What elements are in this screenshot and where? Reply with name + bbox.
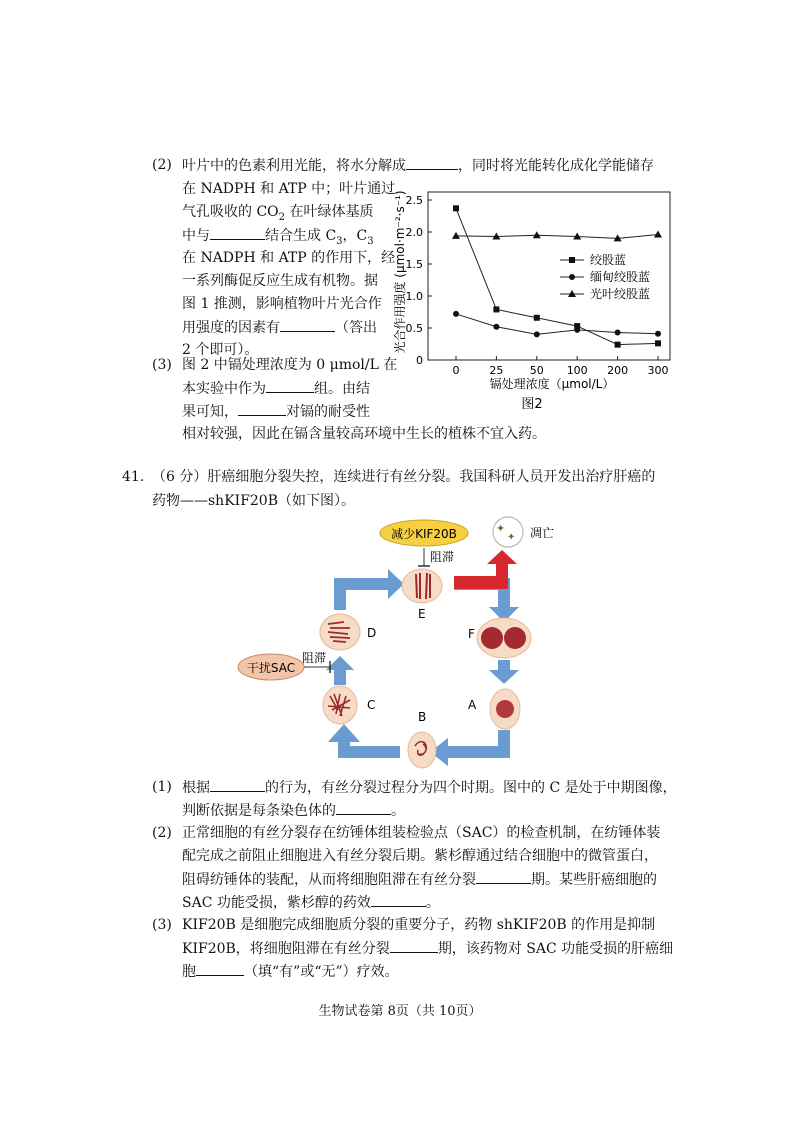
cell-a	[490, 689, 520, 729]
subscript: 3	[367, 235, 374, 247]
chart-caption: 图2	[521, 397, 543, 412]
arrow-a-to-b	[430, 730, 510, 766]
q2-line7: 图 1 推测，影响植物叶片光合作	[182, 296, 382, 312]
chart-legend-label: 缅甸绞股蓝	[590, 270, 651, 284]
chart-y-tick-label: 1.0	[405, 290, 423, 303]
chart-legend-label: 光叶绞股蓝	[590, 287, 651, 301]
answer-blank[interactable]	[280, 319, 335, 332]
q41-2-text: SAC 功能受损，紫杉醇的药效	[182, 895, 371, 911]
chart-x-tick-label: 200	[607, 364, 629, 377]
cell-d-label: D	[367, 626, 377, 640]
q41-line2: 药物——shKIF20B（如下图）。	[152, 493, 356, 509]
chart-data-point	[453, 205, 459, 211]
chart-series-line	[456, 314, 658, 334]
chart-x-tick-label: 300	[647, 364, 669, 377]
q41-2-text: 。	[425, 895, 440, 911]
q41-3-text: （填“有”或“无”）疗效。	[244, 964, 399, 980]
chart-y-tick-label: 2.5	[405, 194, 423, 207]
q2-line4	[182, 227, 374, 250]
q3-line2	[182, 380, 370, 397]
chart-data-point	[655, 331, 661, 337]
q2-text: 结合生成 C	[265, 228, 337, 244]
chart-data-point	[615, 342, 621, 348]
q3-text: 组。由结	[314, 381, 370, 397]
q41-1-text: 判断依据是每条染色体的	[182, 803, 336, 819]
reduce-kif20b-label: 减少KIF20B	[391, 527, 457, 541]
subscript: 2	[278, 211, 286, 223]
chart-y-axis-label: 光合作用强度 (μmol·m⁻²·s⁻¹)	[393, 190, 407, 354]
answer-blank[interactable]	[266, 380, 314, 393]
cell-c-label: C	[367, 698, 376, 712]
chart-x-axis-label: 镉处理浓度（μmol/L）	[489, 377, 615, 391]
page-footer: 生物试卷第 8页（共 10页）	[318, 1004, 482, 1019]
q41-1-line2	[182, 802, 405, 819]
apoptotic-fragment-icon: ✦	[496, 522, 506, 535]
q41-2-text: 期。某些肝癌细胞的	[531, 872, 657, 888]
figure2-chart	[392, 180, 682, 420]
answer-blank[interactable]	[210, 227, 265, 240]
block-label-2: 阻滞	[302, 651, 327, 665]
apoptotic-fragment-icon: ✦	[507, 532, 516, 543]
chart-data-point	[453, 311, 459, 317]
block-label-1: 阻滞	[430, 550, 455, 564]
q41-1-text: 的行为，有丝分裂过程分为四个时期。图中的 C 是处于中期图像，	[265, 780, 677, 796]
q41-1-line1	[182, 779, 677, 796]
chart-data-point	[574, 327, 580, 333]
chart-data-point	[534, 331, 540, 337]
q2-text: 叶片中的色素利用光能，将水分解成	[182, 158, 406, 174]
q41-2-number: (2)	[152, 825, 172, 841]
chart-data-point	[493, 306, 499, 312]
answer-blank[interactable]	[406, 157, 458, 170]
q41-3-line3	[182, 963, 399, 980]
answer-blank[interactable]	[336, 802, 391, 815]
q3-text: 本实验中作为	[182, 381, 266, 397]
q41-1-text: 根据	[182, 780, 210, 796]
chart-data-point	[615, 329, 621, 335]
chart-y-tick-label: 2.0	[405, 226, 423, 239]
q41-3-text: 期，该药物对 SAC 功能受损的肝癌细	[437, 941, 674, 957]
q2-line8	[182, 319, 377, 336]
interfere-sac-label: 干扰SAC	[246, 661, 296, 675]
cell-f-label: F	[468, 627, 475, 641]
q2-text: 气孔吸收的 CO	[182, 204, 279, 220]
q41-2-line1: 正常细胞的有丝分裂存在纺锤体组装检验点（SAC）的检查机制，在纺锤体装	[182, 825, 661, 841]
q2-line9: 2 个即可）。	[182, 342, 259, 358]
q41-line1: （6 分）肝癌细胞分裂失控，连续进行有丝分裂。我国科研人员开发出治疗肝癌的	[152, 469, 656, 485]
chart-y-tick-label: 0.5	[405, 322, 423, 335]
q2-line5: 在 NADPH 和 ATP 的作用下，经	[182, 250, 396, 266]
q2-line1	[182, 157, 654, 174]
q3-text: 对镉的耐受性	[286, 404, 370, 420]
q3-line3	[182, 403, 370, 420]
chart-legend-marker	[569, 274, 575, 280]
answer-blank[interactable]	[371, 894, 426, 907]
answer-blank[interactable]	[210, 779, 265, 792]
q41-1-number: (1)	[152, 779, 172, 795]
q2-line2: 在 NADPH 和 ATP 中；叶片通过	[182, 181, 396, 197]
cell-a-label: A	[468, 698, 477, 712]
arrow-b-to-c	[328, 724, 400, 758]
answer-blank[interactable]	[390, 940, 438, 953]
chart-y-tick-label: 0	[416, 354, 423, 367]
subscript: 3	[336, 235, 343, 247]
cell-e-label: E	[418, 607, 426, 621]
chart-x-tick-label: 100	[566, 364, 588, 377]
chart-data-point	[452, 232, 460, 239]
q41-2-line3	[182, 871, 657, 888]
answer-blank[interactable]	[238, 403, 286, 416]
cell-b	[408, 732, 436, 768]
q2-text: 用强度的因素有	[182, 320, 280, 336]
q2-line6: 一系列酶促反应生成有机物。据	[182, 273, 378, 289]
chart-legend-marker	[569, 257, 575, 263]
answer-blank[interactable]	[196, 963, 244, 976]
q41-3-text: 胞	[182, 964, 196, 980]
arrow-e-to-apoptosis	[454, 550, 517, 589]
chart-data-point	[533, 231, 541, 238]
chart-data-point	[534, 315, 540, 321]
q3-number: (3)	[152, 357, 172, 373]
q3-line1: 图 2 中镉处理浓度为 0 μmol/L 在	[182, 357, 398, 373]
q41-number: 41.	[122, 469, 145, 485]
q41-2-line2: 配完成之前阻止细胞进入有丝分裂后期。紫杉醇通过结合细胞中的微管蛋白，	[182, 848, 658, 864]
chart-x-tick-label: 0	[452, 364, 460, 377]
q3-text: 果可知，	[182, 404, 238, 420]
q41-2-line4	[182, 894, 440, 911]
cell-e	[402, 569, 442, 603]
q41-3-line1: KIF20B 是细胞完成细胞质分裂的重要分子，药物 shKIF20B 的作用是抑制	[182, 917, 656, 933]
q2-text: ，C	[342, 228, 368, 244]
q41-3-line2	[182, 940, 673, 957]
chart-data-point	[493, 324, 499, 330]
q3-line4: 相对较强，因此在镉含量较高环境中生长的植株不宜入药。	[182, 426, 546, 442]
q41-3-text: KIF20B，将细胞阻滞在有丝分裂	[182, 941, 390, 957]
q2-text: （答出	[335, 320, 377, 336]
chart-data-point	[654, 231, 662, 238]
q2-line3	[182, 204, 373, 226]
chart-y-tick-label: 1.5	[405, 258, 423, 271]
mitosis-diagram	[230, 510, 570, 780]
q2-text: 在叶绿体基质	[285, 204, 374, 220]
arrow-d-to-e	[334, 569, 404, 610]
apoptosis-label: 凋亡	[530, 526, 555, 540]
chart-x-tick-label: 50	[529, 364, 544, 377]
cell-f	[477, 618, 531, 658]
chart-x-tick-label: 25	[489, 364, 504, 377]
cell-b-label: B	[418, 710, 427, 724]
q41-3-number: (3)	[152, 917, 172, 933]
q2-number: (2)	[152, 157, 172, 173]
q2-text: 中与	[182, 228, 210, 244]
chart-legend-label: 绞股蓝	[590, 253, 627, 267]
q41-1-text: 。	[391, 803, 405, 819]
answer-blank[interactable]	[476, 871, 531, 884]
q41-2-text: 阻碍纺锤体的装配，从而将细胞阻滞在有丝分裂	[182, 872, 476, 888]
chart-data-point	[655, 340, 661, 346]
q2-text: ，同时将光能转化成化学能储存	[458, 158, 654, 174]
cell-d	[320, 614, 360, 650]
arrow-f-to-a	[489, 660, 519, 684]
chart-series-line	[456, 235, 658, 239]
cell-c	[323, 686, 357, 724]
